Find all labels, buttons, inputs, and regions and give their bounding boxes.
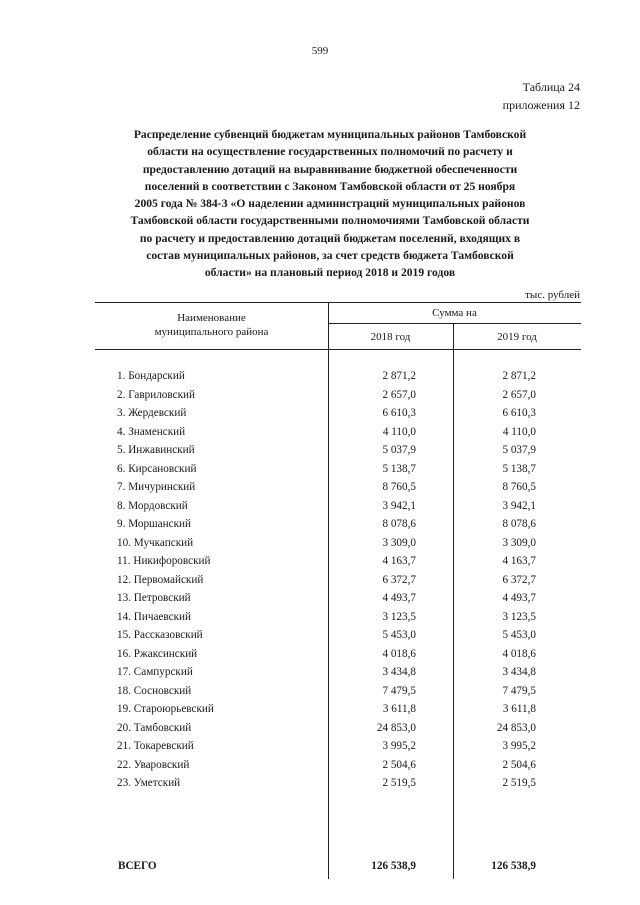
table-row xyxy=(95,552,581,571)
amount-2018: 2 871,2 xyxy=(382,370,416,382)
table-row xyxy=(95,423,581,442)
amount-2019: 2 871,2 xyxy=(502,370,536,382)
table-reference xyxy=(503,78,580,114)
table-row xyxy=(95,774,581,793)
amount-2018: 6 372,7 xyxy=(382,573,416,586)
document-title xyxy=(100,126,560,282)
amount-2018: 3 942,1 xyxy=(382,499,416,512)
title-line: Тамбовской области государственными полномочиями Тамбовской области xyxy=(130,214,530,228)
district-name: 20. Тамбовский xyxy=(117,721,192,734)
amount-2018: 3 434,8 xyxy=(382,666,416,678)
total-label: ВСЕГО xyxy=(118,860,157,872)
table-row xyxy=(95,663,581,682)
table-row xyxy=(95,441,581,460)
amount-2019: 4 110,0 xyxy=(502,425,536,438)
table-row xyxy=(95,571,581,590)
table-row xyxy=(95,404,581,423)
header-year-2018: 2018 год xyxy=(370,331,411,343)
amount-2018: 2 504,6 xyxy=(382,758,416,771)
amount-2019: 3 434,8 xyxy=(502,666,536,678)
appendix-label: приложения 12 xyxy=(502,98,580,112)
amount-2019: 4 163,7 xyxy=(502,555,536,567)
amount-2018: 3 309,0 xyxy=(382,536,416,549)
header-name-line: муниципального района xyxy=(154,326,269,338)
title-line: области на осуществление государственных полномочий по расчету и xyxy=(147,145,513,159)
table-row xyxy=(95,700,581,719)
amount-2019: 6 372,7 xyxy=(502,573,536,586)
amount-2019: 2 519,5 xyxy=(502,777,536,789)
total-2018: 126 538,9 xyxy=(371,860,416,872)
amount-2019: 4 018,6 xyxy=(502,647,536,660)
subsidy-table xyxy=(95,302,581,879)
total-2019: 126 538,9 xyxy=(491,860,536,872)
table-row xyxy=(95,589,581,608)
amount-2018: 8 760,5 xyxy=(382,481,416,493)
table-row xyxy=(95,682,581,701)
amount-2019: 8 760,5 xyxy=(502,481,536,493)
district-name: 22. Уваровский xyxy=(117,758,190,771)
table-row xyxy=(95,608,581,627)
table-row xyxy=(95,497,581,516)
header-name-column xyxy=(95,311,328,339)
table-body xyxy=(95,350,581,879)
table-label: Таблица 24 xyxy=(522,80,580,94)
title-line: предоставлению дотаций на выравнивание бюджетной обеспеченности xyxy=(142,162,518,176)
amount-2018: 7 479,5 xyxy=(382,684,416,697)
amount-2018: 5 138,7 xyxy=(382,462,416,475)
district-name: 14. Пичаевский xyxy=(117,610,191,623)
amount-2019: 3 995,2 xyxy=(502,740,536,752)
district-name: 21. Токаревский xyxy=(117,740,194,752)
amount-2019: 8 078,6 xyxy=(502,518,536,530)
amount-2019: 2 504,6 xyxy=(502,758,536,771)
amount-2019: 2 657,0 xyxy=(502,388,536,401)
amount-2018: 8 078,6 xyxy=(382,518,416,530)
amount-2019: 5 037,9 xyxy=(502,444,536,456)
amount-2019: 3 123,5 xyxy=(502,610,536,623)
amount-2019: 3 309,0 xyxy=(502,536,536,549)
amount-2018: 2 519,5 xyxy=(382,777,416,789)
table-row xyxy=(95,534,581,553)
district-name: 2. Гавриловский xyxy=(117,388,195,401)
table-row xyxy=(95,367,581,386)
amount-2018: 4 493,7 xyxy=(382,592,416,604)
total-row xyxy=(95,857,581,875)
district-name: 17. Сампурский xyxy=(117,666,193,678)
district-name: 12. Первомайский xyxy=(117,573,204,586)
amount-2019: 3 942,1 xyxy=(502,499,536,512)
table-row xyxy=(95,756,581,775)
title-line: области» на плановый период 2018 и 2019 годов xyxy=(204,266,456,280)
amount-2018: 3 611,8 xyxy=(382,703,416,715)
amount-2018: 24 853,0 xyxy=(376,721,416,734)
district-name: 15. Рассказовский xyxy=(117,629,203,641)
district-name: 7. Мичуринский xyxy=(117,481,196,493)
amount-2019: 3 611,8 xyxy=(502,703,536,715)
amount-2018: 5 453,0 xyxy=(382,629,416,641)
district-name: 23. Уметский xyxy=(117,777,181,789)
amount-2018: 2 657,0 xyxy=(382,388,416,401)
header-name-line: Наименование xyxy=(177,312,246,324)
table-row xyxy=(95,515,581,534)
amount-2018: 4 110,0 xyxy=(382,425,416,438)
district-name: 6. Кирсановский xyxy=(117,462,197,475)
district-name: 8. Мордовский xyxy=(117,499,188,512)
amount-2019: 7 479,5 xyxy=(502,684,536,697)
header-year-2019: 2019 год xyxy=(497,331,537,343)
title-line: по расчету и предоставлению дотаций бюджетам поселений, входящих в xyxy=(139,231,521,245)
district-name: 4. Знаменский xyxy=(117,425,186,438)
amount-2018: 6 610,3 xyxy=(382,407,416,419)
table-row xyxy=(95,386,581,405)
amount-2018: 3 123,5 xyxy=(382,610,416,623)
table-row xyxy=(95,626,581,645)
district-name: 10. Мучкапский xyxy=(117,536,194,549)
table-row xyxy=(95,478,581,497)
amount-2019: 4 493,7 xyxy=(502,592,536,604)
table-row xyxy=(95,645,581,664)
units-label: тыс. рублей xyxy=(525,289,580,301)
table-header xyxy=(95,302,581,350)
district-name: 3. Жердевский xyxy=(117,407,187,419)
district-name: 19. Староюрьевский xyxy=(117,703,214,715)
district-name: 11. Никифоровский xyxy=(117,555,211,567)
amount-2019: 24 853,0 xyxy=(496,721,536,734)
title-line: 2005 года № 384-З «О наделении администраций муниципальных районов xyxy=(134,197,526,211)
title-line: поселений в соответствии с Законом Тамбовской области от 25 ноября xyxy=(144,179,516,193)
amount-2019: 6 610,3 xyxy=(502,407,536,419)
title-line: Распределение субвенций бюджетам муниципальных районов Тамбовской xyxy=(133,128,527,141)
header-sum: Сумма на xyxy=(432,307,477,319)
amount-2018: 4 018,6 xyxy=(382,647,416,660)
header-divider xyxy=(328,323,581,324)
amount-2018: 5 037,9 xyxy=(382,444,416,456)
amount-2018: 3 995,2 xyxy=(382,740,416,752)
district-name: 18. Сосновский xyxy=(117,684,192,697)
table-row xyxy=(95,737,581,756)
amount-2019: 5 138,7 xyxy=(502,462,536,475)
district-name: 5. Инжавинский xyxy=(117,444,195,456)
page-number: 599 xyxy=(311,45,329,57)
district-name: 16. Ржаксинский xyxy=(117,647,198,660)
table-row xyxy=(95,460,581,479)
district-name: 9. Моршанский xyxy=(117,518,191,530)
amount-2018: 4 163,7 xyxy=(382,555,416,567)
table-row xyxy=(95,719,581,738)
district-name: 13. Петровский xyxy=(117,592,191,604)
amount-2019: 5 453,0 xyxy=(502,629,536,641)
table-rows xyxy=(95,367,581,793)
district-name: 1. Бондарский xyxy=(117,370,185,382)
title-line: состав муниципальных районов, за счет средств бюджета Тамбовской xyxy=(146,249,514,263)
